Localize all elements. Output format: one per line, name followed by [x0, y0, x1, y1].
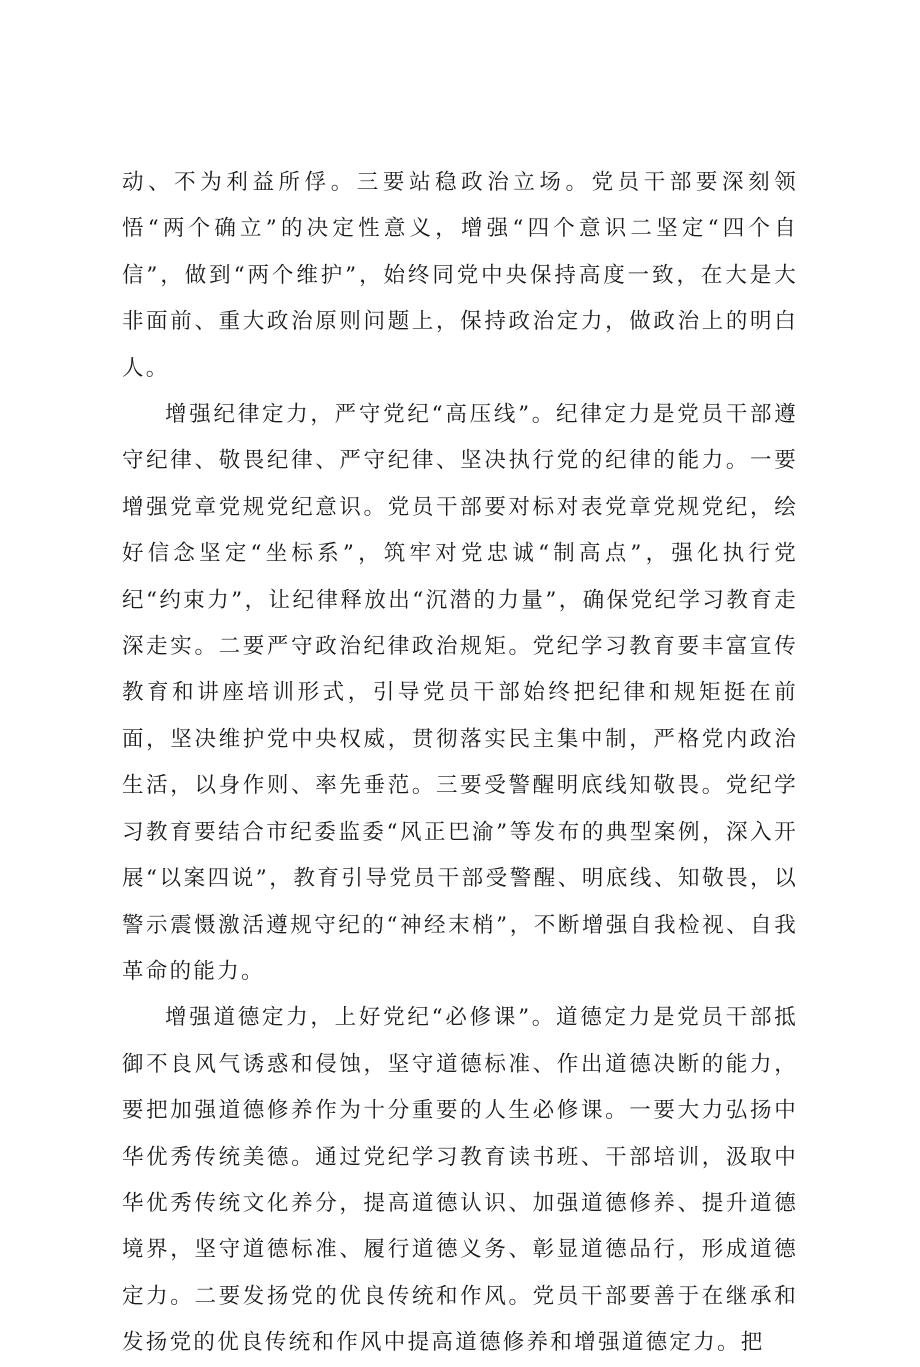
document-body [122, 160, 798, 1367]
paragraph-moral-resolve: 增强道德定力，上好党纪“必修课”。道德定力是党员干部抵御不良风气诱惑和侵蚀，坚守道德标准、作出道德决断的能力，要把加强道德修养作为十分重要的人生必修课。一要大力弘扬中华优秀传统美德。通过党纪学习教育读书班、干部培训，汲取中华优秀传统文化养分，提高道德认识、加强道德修养、提升道德境界，坚守道德标准、履行道德义务、彰显道德品行，形成道德定力。二要发扬党的优良传统和作风。党员干部要善于在继承和发扬党的优良传统和作风中提高道德修养和增强道德定力。把 [122, 1005, 798, 1356]
paragraph-political-stance: 动、不为利益所俘。三要站稳政治立场。党员干部要深刻领悟“两个确立”的决定性意义，增强“四个意识二坚定“四个自信”，做到“两个维护”，始终同党中央保持高度一致，在大是大非面前、重大政治原则问题上，保持政治定力，做政治上的明白人。 [122, 170, 798, 381]
paragraph-discipline-resolve: 增强纪律定力，严守党纪“高压线”。纪律定力是党员干部遵守纪律、敬畏纪律、严守纪律、坚决执行党的纪律的能力。一要增强党章党规党纪意识。党员干部要对标对表党章党规党纪，绘好信念坚定“坐标系”，筑牢对党忠诚“制高点”，强化执行党纪“约束力”，让纪律释放出“沉潜的力量”，确保党纪学习教育走深走实。二要严守政治纪律政治规矩。党纪学习教育要丰富宣传教育和讲座培训形式，引导党员干部始终把纪律和规矩挺在前面，坚决维护党中央权威，贯彻落实民主集中制，严格党内政治生活，以身作则、率先垂范。三要受警醒明底线知敬畏。党纪学习教育要结合市纪委监委“风正巴渝”等发布的典型案例，深入开展“以案四说”，教育引导党员干部受警醒、明底线、知敬畏，以警示震慑激活遵规守纪的“神经末梢”，不断增强自我检视、自我革命的能力。 [122, 402, 798, 984]
